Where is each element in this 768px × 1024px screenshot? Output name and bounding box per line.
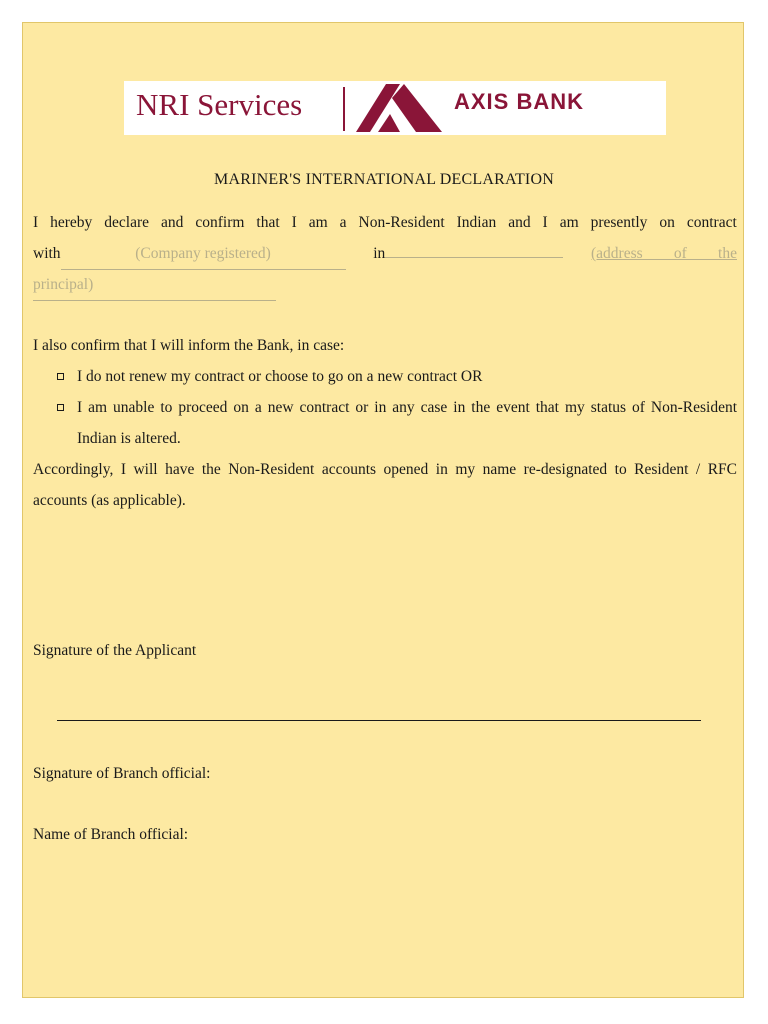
in-word: in bbox=[373, 245, 386, 262]
banner-separator bbox=[343, 87, 345, 131]
declaration-word: and bbox=[161, 214, 184, 231]
nri-services-banner bbox=[124, 81, 666, 135]
bullet-text-2: I am unable to proceed on a new contract or in any case in the event that my status of Non-Resident Indian is altered. bbox=[77, 399, 737, 447]
inform-intro: I also confirm that I will inform the Bank, in case: bbox=[33, 337, 345, 354]
declaration-word: a bbox=[339, 214, 347, 231]
declaration-word: confirm bbox=[195, 214, 245, 231]
branch-official-signature-label: Signature of Branch official: bbox=[33, 765, 211, 782]
square-bullet-icon bbox=[57, 373, 64, 380]
declaration-word: declare bbox=[104, 214, 150, 231]
declaration-line-1 bbox=[33, 207, 737, 238]
declaration-word: that bbox=[256, 214, 280, 231]
banner-nri-services-text: NRI Services bbox=[136, 87, 303, 122]
square-bullet-icon bbox=[57, 404, 64, 411]
location-field[interactable] bbox=[385, 239, 563, 258]
accordingly-text: Accordingly, I will have the Non-Resident accounts opened in my name re-designated to Resident / RFC accounts (as applicable). bbox=[33, 461, 737, 509]
declaration-word: on bbox=[659, 214, 675, 231]
declaration-word: and bbox=[508, 214, 531, 231]
inform-paragraph bbox=[33, 330, 737, 516]
declaration-word: am bbox=[559, 214, 579, 231]
declaration-word: contract bbox=[686, 214, 737, 231]
with-word: with bbox=[33, 245, 61, 262]
bullet-text-1: I do not renew my contract or choose to go on a new contract OR bbox=[77, 368, 483, 385]
signature-line bbox=[57, 720, 701, 721]
applicant-signature-label: Signature of the Applicant bbox=[33, 642, 197, 659]
declaration-word: I bbox=[291, 214, 297, 231]
declaration-word: Indian bbox=[456, 214, 497, 231]
declaration-line-2 bbox=[33, 238, 737, 269]
branch-official-name-label: Name of Branch official: bbox=[33, 826, 189, 843]
declaration-word: hereby bbox=[50, 214, 93, 231]
declaration-page bbox=[22, 22, 744, 998]
banner-axis-bank-text: AXIS BANK bbox=[454, 89, 585, 114]
company-registered-field[interactable]: (Company registered) bbox=[61, 238, 346, 270]
declaration-paragraph bbox=[33, 207, 737, 300]
page-title: MARINER'S INTERNATIONAL DECLARATION bbox=[214, 171, 554, 188]
declaration-word: I bbox=[542, 214, 548, 231]
declaration-word: Non-Resident bbox=[358, 214, 445, 231]
list-item bbox=[33, 392, 737, 454]
address-of-principal-field[interactable]: (address of the bbox=[591, 245, 737, 262]
declaration-word: am bbox=[308, 214, 328, 231]
axis-bank-logo-icon bbox=[356, 84, 442, 132]
declaration-word: presently bbox=[590, 214, 648, 231]
declaration-word: I bbox=[33, 214, 39, 231]
list-item bbox=[33, 361, 737, 392]
declaration-line-3 bbox=[33, 269, 737, 300]
address-of-principal-field-cont[interactable]: principal) bbox=[33, 269, 276, 301]
